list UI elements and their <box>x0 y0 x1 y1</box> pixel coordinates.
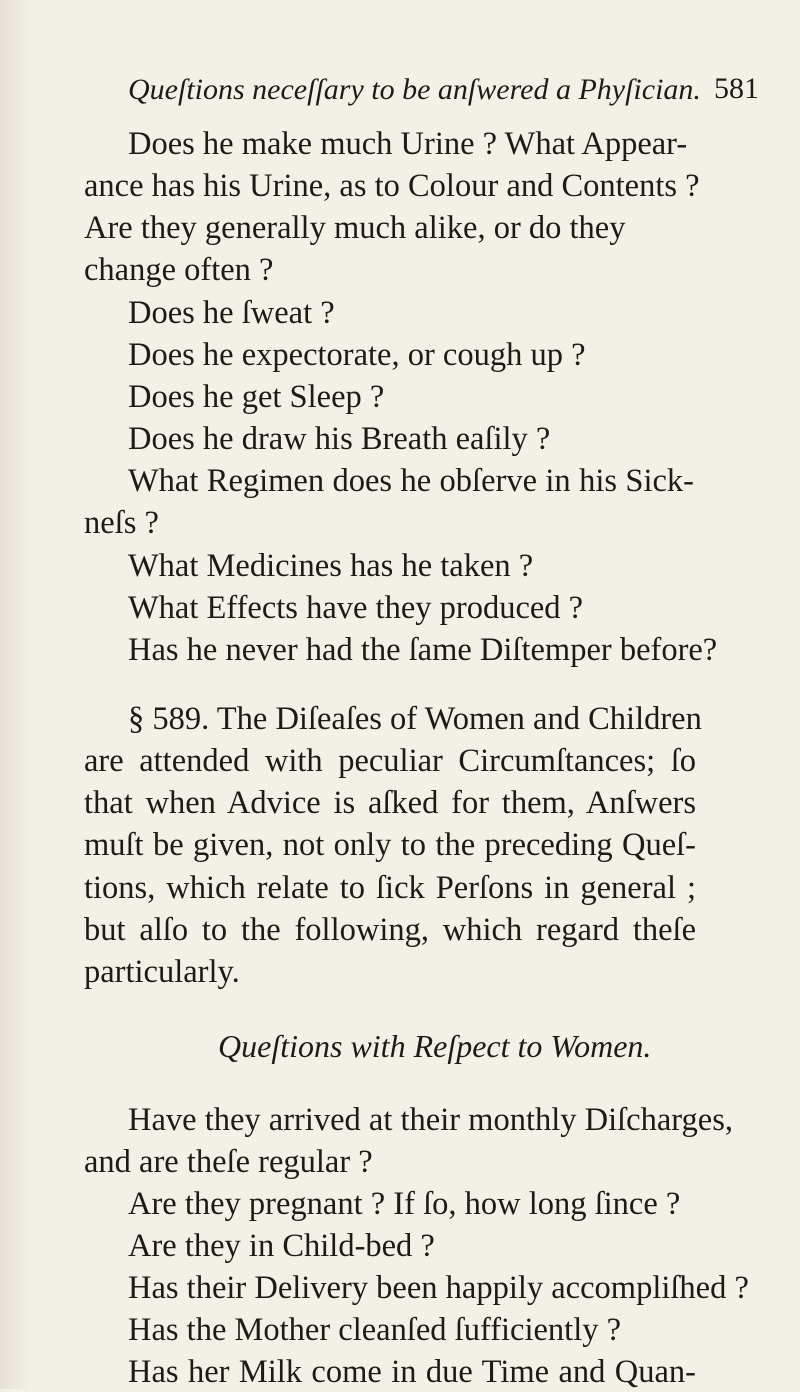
text-line: tions, which relate to ſick Perſons in general ; <box>84 870 696 906</box>
running-header <box>128 69 759 110</box>
text-line: ance has his Urine, as to Colour and Contents ? <box>84 168 700 204</box>
section-heading: Queſtions with Reſpect to Women. <box>218 1028 652 1064</box>
text-line: Has her Milk come in due Time and Quan- <box>128 1354 696 1390</box>
text-line: Has the Mother cleanſed ſufficiently ? <box>128 1312 622 1348</box>
text-line: that when Advice is aſked for them, Anſwers <box>84 785 696 821</box>
text-line: change often ? <box>84 252 274 288</box>
page-gutter-shadow <box>0 0 30 1389</box>
page-number: 581 <box>714 72 759 105</box>
text-line: Does he make much Urine ? What Appear- <box>128 126 688 162</box>
text-line: Has their Delivery been happily accompliſhed ? <box>128 1270 749 1306</box>
text-line: Has he never had the ſame Diſtemper before? <box>128 632 718 668</box>
text-line: are attended with peculiar Circumſtances; ſo <box>84 743 696 779</box>
text-line: Are they in Child-bed ? <box>128 1228 435 1264</box>
text-line: What Effects have they produced ? <box>128 590 584 626</box>
text-line: Does he expectorate, or cough up ? <box>128 337 586 373</box>
text-line: Are they generally much alike, or do they <box>84 210 626 246</box>
section-first-line: § 589. The Diſeaſes of Women and Children <box>128 701 702 737</box>
text-line: Does he draw his Breath eaſily ? <box>128 421 551 457</box>
text-line: particularly. <box>84 954 240 990</box>
text-line: What Regimen does he obſerve in his Sick- <box>128 463 694 499</box>
text-line: but alſo to the following, which regard theſe <box>84 912 696 948</box>
running-title: Queſtions neceſſary to be anſwered a Phyſician. <box>128 73 701 106</box>
text-line: muſt be given, not only to the preceding Queſ- <box>84 827 696 863</box>
text-line: Are they pregnant ? If ſo, how long ſince ? <box>128 1186 681 1222</box>
text-line: Does he ſweat ? <box>128 295 335 331</box>
text-line: and are theſe regular ? <box>84 1144 373 1180</box>
text-line: What Medicines has he taken ? <box>128 548 534 584</box>
text-line: neſs ? <box>84 505 159 541</box>
text-line: Does he get Sleep ? <box>128 379 385 415</box>
text-line: Have they arrived at their monthly Diſcharges, <box>128 1102 733 1138</box>
